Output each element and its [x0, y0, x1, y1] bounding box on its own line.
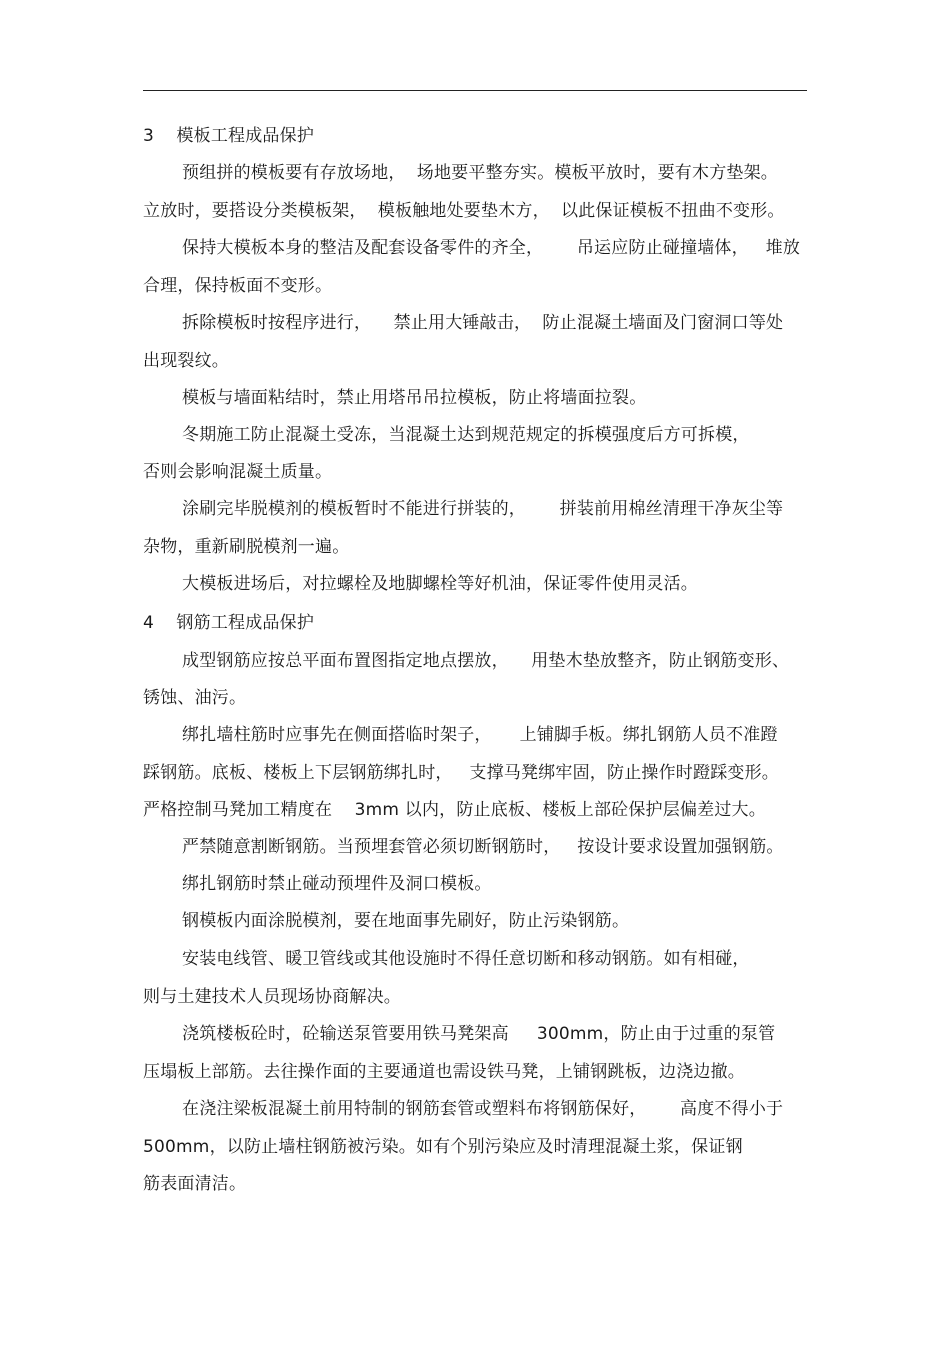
text-line: 压塌板上部筋。去往操作面的主要通道也需设铁马凳，上铺钢跳板，边浇边撤。	[143, 1062, 745, 1082]
text-line: 模板与墙面粘结时，禁止用塔吊吊拉模板，防止将墙面拉裂。	[182, 388, 647, 408]
text-line: 成型钢筋应按总平面布置图指定地点摆放， 用垫木垫放整齐，防止钢筋变形、	[182, 651, 790, 671]
text-line: 绑扎钢筋时禁止碰动预埋件及洞口模板。	[182, 874, 492, 894]
text-line: 500mm，以防止墙柱钢筋被污染。如有个别污染应及时清理混凝土浆，保证钢	[143, 1137, 743, 1157]
text-line: 合理，保持板面不变形。	[143, 276, 333, 296]
text-line: 否则会影响混凝土质量。	[143, 462, 333, 482]
text-line: 筋表面清洁。	[143, 1174, 247, 1194]
section-heading: 4 钢筋工程成品保护	[143, 613, 315, 633]
text-line: 杂物，重新刷脱模剂一遍。	[143, 537, 350, 557]
text-line: 保持大模板本身的整洁及配套设备零件的齐全， 吊运应防止碰撞墙体， 堆放	[182, 238, 801, 258]
header-rule	[143, 90, 807, 91]
text-line: 出现裂纹。	[143, 351, 229, 371]
text-line: 在浇注梁板混凝土前用特制的钢筋套管或塑料布将钢筋保好， 高度不得小于	[182, 1099, 784, 1119]
section-heading: 3 模板工程成品保护	[143, 126, 315, 146]
text-line: 严格控制马凳加工精度在 3mm 以内，防止底板、楼板上部砼保护层偏差过大。	[143, 800, 766, 820]
text-line: 锈蚀、油污。	[143, 688, 247, 708]
text-line: 绑扎墙柱筋时应事先在侧面搭临时架子， 上铺脚手板。绑扎钢筋人员不准蹬	[182, 725, 778, 745]
text-line: 大模板进场后，对拉螺栓及地脚螺栓等好机油，保证零件使用灵活。	[182, 574, 698, 594]
text-line: 则与土建技术人员现场协商解决。	[143, 987, 401, 1007]
text-line: 拆除模板时按程序进行， 禁止用大锤敲击， 防止混凝土墙面及门窗洞口等处	[182, 313, 784, 333]
text-line: 预组拼的模板要有存放场地， 场地要平整夯实。模板平放时，要有木方垫架。	[182, 163, 779, 183]
text-line: 踩钢筋。底板、楼板上下层钢筋绑扎时， 支撑马凳绑牢固，防止操作时蹬踩变形。	[143, 763, 780, 783]
text-line: 浇筑楼板砼时，砼输送泵管要用铁马凳架高 300mm，防止由于过重的泵管	[182, 1024, 776, 1044]
text-line: 涂刷完毕脱模剂的模板暂时不能进行拼装的， 拼装前用棉丝清理干净灰尘等	[182, 499, 784, 519]
text-line: 严禁随意割断钢筋。当预埋套管必须切断钢筋时， 按设计要求设置加强钢筋。	[182, 837, 784, 857]
text-line: 钢模板内面涂脱模剂，要在地面事先刷好，防止污染钢筋。	[182, 911, 630, 931]
text-line: 安装电线管、暖卫管线或其他设施时不得任意切断和移动钢筋。如有相碰，	[182, 949, 750, 969]
text-line: 冬期施工防止混凝土受冻，当混凝土达到规范规定的拆模强度后方可拆模，	[182, 425, 750, 445]
text-line: 立放时，要搭设分类模板架， 模板触地处要垫木方， 以此保证模板不扭曲不变形。	[143, 201, 785, 221]
